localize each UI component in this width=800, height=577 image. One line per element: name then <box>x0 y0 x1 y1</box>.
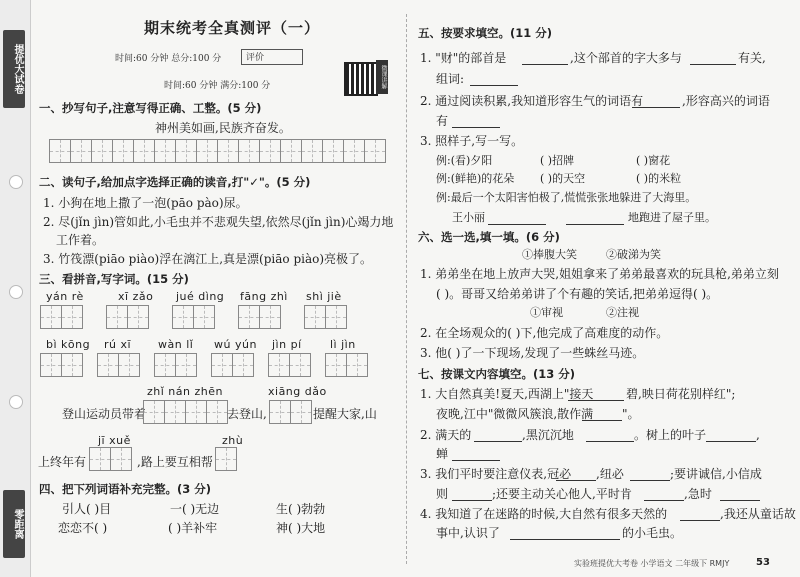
pinyin-r2-3: wàn lǐ <box>158 338 194 351</box>
s5-ex1-a: 例:(看)夕阳 <box>436 154 493 167</box>
series-tag-top: 提优大试卷 <box>3 30 25 108</box>
s7-q3-d: 则 <box>436 487 449 501</box>
answer-grid-r2-4[interactable] <box>212 353 254 377</box>
footer-text: 实验班提优大考卷 小学语文 二年级下 RMJY <box>574 559 730 568</box>
answer-grid-r1-5[interactable] <box>305 305 347 329</box>
binding-hole-1 <box>9 175 23 189</box>
s7-q1-c: 夜晚,江中"微微风簇浪,散作满 <box>436 407 594 421</box>
s5-q2-text-c: 有 <box>436 114 449 128</box>
answer-grid-zhinanzhen[interactable] <box>144 400 228 424</box>
exam-title: 期末统考全真测评（一） <box>144 19 321 37</box>
s7-q4-blank-1[interactable] <box>680 508 720 521</box>
section-2-title: 二、读句子,给加点字选择正确的读音,打"✓"。(5 分) <box>39 175 311 189</box>
s7-q2-d: , <box>756 428 760 442</box>
s5-ex4-blank-2[interactable] <box>566 212 624 225</box>
idiom-3[interactable]: 生( )勃勃 <box>276 502 326 516</box>
s6-option-1a: ①捧腹大笑 <box>522 248 577 261</box>
s7-q3-b: ,纽必 <box>596 467 624 481</box>
sentence-1-part-b: 去登山, <box>227 407 267 421</box>
s7-q1-a: 1. 大自然真美!夏天,西湖上"接天 <box>420 387 594 401</box>
answer-grid-r1-1[interactable] <box>41 305 83 329</box>
s7-q1-b: 碧,映日荷花别样红"; <box>626 387 736 401</box>
s7-q2-blank-2[interactable] <box>586 429 634 442</box>
binding-strip <box>0 0 31 577</box>
page-number: 53 <box>756 557 770 568</box>
s5-q2-blank-2[interactable] <box>452 115 500 128</box>
section-7-title: 七、按课文内容填空。(13 分) <box>418 367 576 381</box>
s6-option-2a: ①审视 <box>530 306 563 319</box>
s7-q1-blank-1[interactable] <box>568 388 624 401</box>
s5-ex2-a: 例:(鲜艳)的花朵 <box>436 172 515 185</box>
pinyin-zhinanzhen: zhǐ nán zhēn <box>147 385 223 398</box>
s5-q1-text-d: 组词: <box>436 72 465 86</box>
s7-q4-a: 4. 我知道了在迷路的时候,大自然有很多天然的 <box>420 507 668 521</box>
s7-q2-c: 。树上的叶子 <box>634 428 707 442</box>
s6-q3: 3. 他( )了一下现场,发现了一些蛛丝马迹。 <box>420 346 645 360</box>
s7-q4-c: 事中,认识了 <box>436 526 500 540</box>
s7-q3-c: ;要讲诚信,小信成 <box>670 467 762 481</box>
pinyin-r2-6: lì jìn <box>330 338 356 351</box>
s7-q2-blank-1[interactable] <box>474 429 522 442</box>
pinyin-r1-5: shì jiè <box>306 290 342 303</box>
s5-q1-text-c: 有关, <box>738 51 766 65</box>
pronounce-q3: 3. 竹筏漂(piāo piào)浮在漓江上,真是漂(piāo piào)亮极了。 <box>43 252 373 266</box>
idiom-4[interactable]: 恋恋不( ) <box>58 521 108 535</box>
pinyin-r1-2: xī zǎo <box>118 290 154 303</box>
s7-q2-blank-3[interactable] <box>706 429 756 442</box>
s5-ex1-c[interactable]: ( )窗花 <box>636 154 671 167</box>
s7-q1-blank-2[interactable] <box>582 408 622 421</box>
s5-ex4-blank-1[interactable] <box>488 212 546 225</box>
writing-grid-1[interactable] <box>50 139 386 163</box>
s7-q3-a: 3. 我们平时要注意仪表,冠必 <box>420 467 572 481</box>
answer-grid-r2-6[interactable] <box>326 353 368 377</box>
section-5-title: 五、按要求填空。(11 分) <box>418 26 553 40</box>
answer-grid-r2-5[interactable] <box>269 353 311 377</box>
s7-q2-blank-4[interactable] <box>452 448 500 461</box>
s7-q3-e: ;还要主动关心他人,平时肯 <box>492 487 632 501</box>
s5-q2-blank-1[interactable] <box>632 95 680 108</box>
s6-q1-line2: ( )。哥哥又给弟弟讲了个有趣的笑话,把弟弟逗得( )。 <box>436 287 719 301</box>
answer-grid-zhu[interactable] <box>216 447 237 471</box>
section-3-title: 三、看拼音,写字词。(15 分) <box>39 272 189 286</box>
s7-q3-blank-3[interactable] <box>452 488 492 501</box>
s7-q3-blank-2[interactable] <box>630 468 670 481</box>
s5-ex2-c[interactable]: ( )的米粒 <box>636 172 682 185</box>
s7-q2-e: 蝉 <box>436 447 449 461</box>
score-box-label: 评价 <box>246 53 265 63</box>
pinyin-r1-1: yán rè <box>46 290 84 303</box>
answer-grid-r2-2[interactable] <box>98 353 140 377</box>
pinyin-zhu: zhù <box>222 434 244 447</box>
s7-q2-a: 2. 满天的 <box>420 428 472 442</box>
sentence-2-part-a: 上终年有 <box>38 455 87 469</box>
s6-option-1b: ②破涕为笑 <box>606 248 661 261</box>
idiom-5[interactable]: ( )羊补牢 <box>168 521 218 535</box>
pinyin-r2-4: wú yún <box>214 338 257 351</box>
exam-meta-2: 时间:60 分钟 满分:100 分 <box>164 81 271 91</box>
answer-grid-r2-3[interactable] <box>155 353 197 377</box>
s7-q3-blank-1[interactable] <box>556 468 596 481</box>
s5-ex3: 例:最后一个太阳害怕极了,慌慌张张地躲进了大海里。 <box>436 191 697 204</box>
s6-q1-line1: 1. 弟弟坐在地上放声大哭,姐姐拿来了弟弟最喜欢的玩具枪,弟弟立刻 <box>420 267 779 281</box>
pronounce-q2-line1: 2. 尽(jǐn jìn)管如此,小毛虫并不悲观失望,依然尽(jǐn jìn)心竭力地 <box>43 215 394 229</box>
section-4-title: 四、把下列词语补充完整。(3 分) <box>39 482 212 496</box>
s7-q2-b: ,黑沉沉地 <box>522 428 574 442</box>
s5-q2-text-b: ,形容高兴的词语 <box>682 94 770 108</box>
s6-q2: 2. 在全场观众的( )下,他完成了高难度的动作。 <box>420 326 669 340</box>
idiom-1[interactable]: 引人( )目 <box>62 502 112 516</box>
series-tag-bottom: 零距离 <box>3 490 25 558</box>
s5-q2-text-a: 2. 通过阅读积累,我知道形容生气的词语有 <box>420 94 644 108</box>
qr-code[interactable] <box>344 62 378 96</box>
column-divider <box>406 14 407 564</box>
s5-q1-blank-3[interactable] <box>470 73 518 86</box>
pinyin-r1-4: fāng zhì <box>240 290 288 303</box>
sentence-2-part-b: ,路上要互相帮 <box>137 455 213 469</box>
pinyin-r2-5: jìn pí <box>272 338 302 351</box>
s6-option-2b: ②注视 <box>606 306 639 319</box>
sentence-1-part-c: 提醒大家,山 <box>313 407 377 421</box>
s5-ex2-b[interactable]: ( )的天空 <box>540 172 586 185</box>
exam-meta-1: 时间:60 分钟 总分:100 分 <box>115 54 222 64</box>
answer-grid-jixue[interactable] <box>90 447 132 471</box>
pinyin-r2-2: rú xī <box>104 338 132 351</box>
section-6-title: 六、选一选,填一填。(6 分) <box>418 230 560 244</box>
idiom-2[interactable]: 一( )无边 <box>170 502 220 516</box>
qr-label: 微课讲解 <box>376 60 388 94</box>
s5-q3-title: 3. 照样子,写一写。 <box>420 134 524 148</box>
s7-q3-blank-4[interactable] <box>644 488 684 501</box>
copy-sentence: 神州美如画,民族齐奋发。 <box>155 121 291 135</box>
answer-grid-r1-3[interactable] <box>173 305 215 329</box>
score-box <box>241 49 303 65</box>
s7-q3-f: ,急时 <box>684 487 712 501</box>
pronounce-q1: 1. 小狗在地上撒了一泡(pāo pào)尿。 <box>43 196 248 210</box>
s5-q1-blank-2[interactable] <box>690 52 736 65</box>
s7-q4-blank-2[interactable] <box>510 527 620 540</box>
binding-hole-2 <box>9 285 23 299</box>
s5-ex1-b[interactable]: ( )招牌 <box>540 154 575 167</box>
pinyin-jixue: jī xuě <box>98 434 131 447</box>
s5-q1-blank-1[interactable] <box>522 52 568 65</box>
section-1-title: 一、抄写句子,注意写得正确、工整。(5 分) <box>39 101 262 115</box>
s7-q3-blank-5[interactable] <box>720 488 760 501</box>
s7-q4-d: 的小毛虫。 <box>622 526 683 540</box>
s7-q1-d: "。 <box>622 407 640 421</box>
s7-q4-b: ,我还从童话故 <box>720 507 796 521</box>
s5-ex4-b: 地跑进了屋子里。 <box>628 211 716 224</box>
idiom-6[interactable]: 神( )大地 <box>276 521 326 535</box>
answer-grid-r2-1[interactable] <box>41 353 83 377</box>
s5-ex4-a: 王小丽 <box>452 211 485 224</box>
pinyin-r1-3: jué dìng <box>176 290 225 303</box>
answer-grid-r1-4[interactable] <box>239 305 281 329</box>
answer-grid-xiangdao[interactable] <box>270 400 312 424</box>
pronounce-q2-line2: 工作着。 <box>56 233 105 247</box>
pinyin-r2-1: bì kōng <box>46 338 91 351</box>
binding-hole-3 <box>9 395 23 409</box>
pinyin-xiangdao: xiāng dǎo <box>268 385 327 398</box>
answer-grid-r1-2[interactable] <box>107 305 149 329</box>
s5-q1-text-b: ,这个部首的字大多与 <box>570 51 682 65</box>
sentence-1-part-a: 登山运动员带着 <box>62 407 147 421</box>
s5-q1-text-a: 1. "财"的部首是 <box>420 51 507 65</box>
